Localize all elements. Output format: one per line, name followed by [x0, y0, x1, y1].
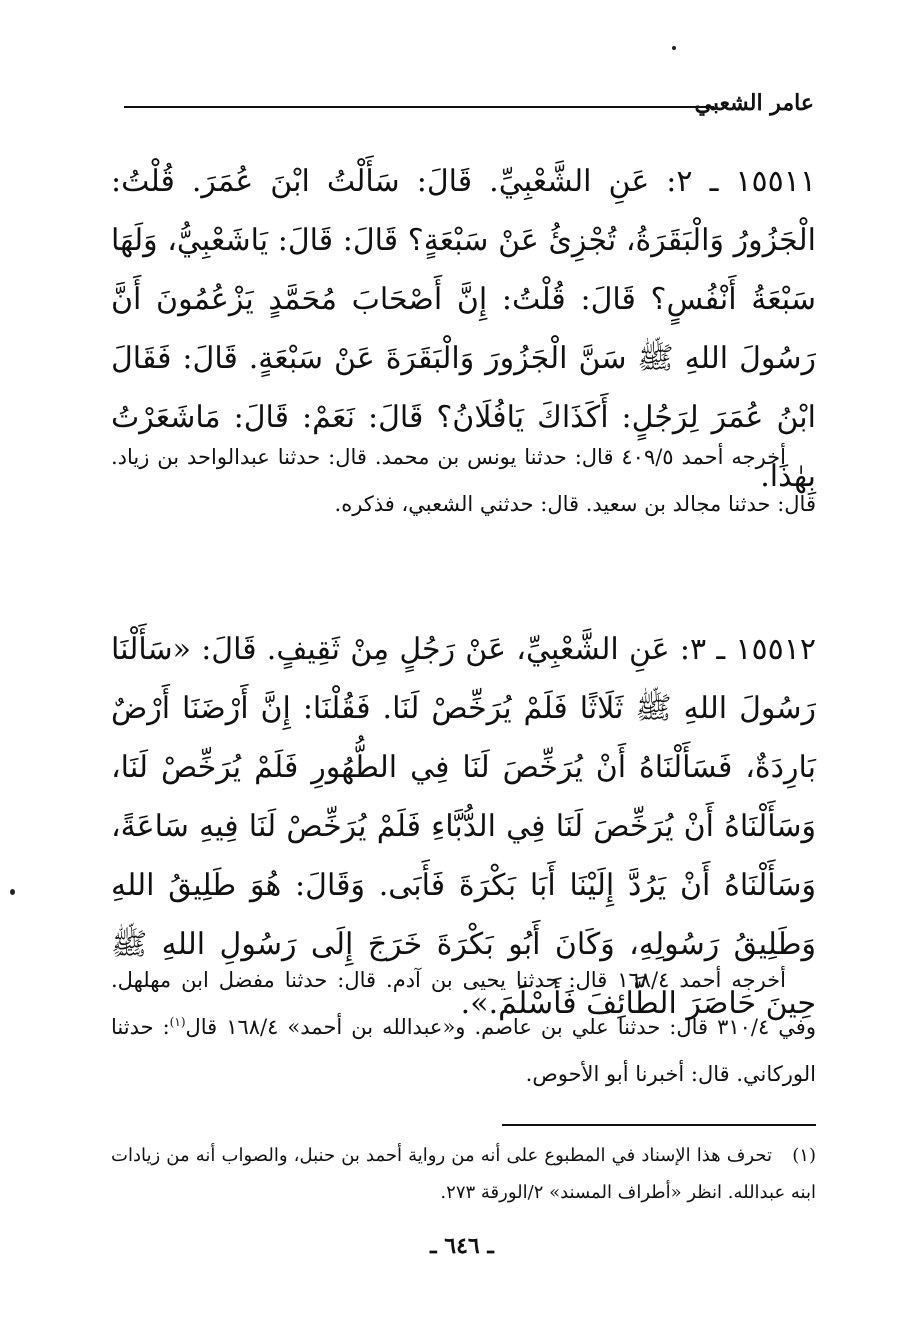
footnote-text: تحرف هذا الإسناد في المطبوع على أنه من رواية أحمد بن حنبل، والصواب أنه من زيادات ابنه عبدالله. انظر «أطراف المسند» ٢/الورقة ٢٧٣.	[111, 1145, 816, 1203]
takhrij-15512	[111, 957, 816, 1098]
scan-speck	[672, 46, 676, 50]
takhrij-text: أخرجه أحمد ٤٠٩/٥ قال: حدثنا يونس بن محمد. قال: حدثنا عبدالواحد بن زياد. قال: حدثنا مجالد بن سعيد. قال: حدثني الشعبي، فذكره.	[111, 445, 816, 516]
takhrij-text-before-ref: أخرجه أحمد ١٦٨/٤ قال: حدثنا يحيى بن آدم. قال: حدثنا مفضل ابن مهلهل. وفي ٣١٠/٤ قال: حدثنا علي بن عاصم. و«عبدالله بن أحمد» ١٦٨/٤ قال	[111, 968, 816, 1039]
takhrij-text-after-ref: : حدثنا الوركاني. قال: أخبرنا أبو الأحوص.	[111, 1015, 816, 1086]
footnote-marker: (١)	[792, 1145, 816, 1166]
footnote	[111, 1137, 816, 1211]
running-title: عامر الشعبي	[694, 90, 814, 116]
scan-speck	[10, 889, 15, 895]
footnote-reference[interactable]: (١)	[169, 1015, 186, 1029]
header-rule	[124, 106, 714, 108]
running-header	[124, 88, 814, 122]
footnote-separator	[502, 1124, 816, 1126]
page-number: ـ ٦٤٦ ـ	[430, 1233, 494, 1259]
hadith-text: ١٥٥١٢ ـ ٣: عَنِ الشَّعْبِيِّ، عَنْ رَجُلٍ مِنْ ثَقِيفٍ. قَالَ: «سَأَلْنَا رَسُولَ اللهِ ﷺ ثَلَاثًا فَلَمْ يُرَخِّصْ لَنَا. فَقُلْنَا: إِنَّ أَرْضَنَا أَرْضٌ بَارِدَةٌ، فَسَأَلْنَاهُ أَنْ يُرَخِّصَ لَنَا فِي الطُّهُورِ فَلَمْ يُرَخِّصْ لَنَا، وَسَأَلْنَاهُ أَنْ يُرَخِّصَ لَنَا فِي الدُّبَّاءِ فَلَمْ يُرَخِّصْ لَنَا فِيهِ سَاعَةً، وَسَأَلْنَاهُ أَنْ يَرُدَّ إِلَيْنَا أَبَا بَكْرَةَ فَأَبَى. وَقَالَ: هُوَ طَلِيقُ اللهِ وَطَلِيقُ رَسُولِهِ، وَكَانَ أَبُو بَكْرَةَ خَرَجَ إِلَى رَسُولِ اللهِ ﷺ حِينَ حَاصَرَ الطَّائِفَ فَأَسْلَمَ.».	[111, 632, 816, 1021]
takhrij-15511	[111, 434, 816, 528]
hadith-text: ١٥٥١١ ـ ٢: عَنِ الشَّعْبِيِّ. قَالَ: سَأَلْتُ ابْنَ عُمَرَ. قُلْتُ: الْجَزُورُ وَالْبَقَرَةُ، تُجْزِئُ عَنْ سَبْعَةٍ؟ قَالَ: قَالَ: يَاشَعْبِيُّ، وَلَهَا سَبْعَةُ أَنْفُسٍ؟ قَالَ: قُلْتُ: إِنَّ أَصْحَابَ مُحَمَّدٍ يَزْعُمُونَ أَنَّ رَسُولَ اللهِ ﷺ سَنَّ الْجَزُورَ وَالْبَقَرَةَ عَنْ سَبْعَةٍ. قَالَ: فَقَالَ ابْنُ عُمَرَ لِرَجُلٍ: أَكَذَاكَ يَافُلَانُ؟ قَالَ: نَعَمْ: قَالَ: مَاشَعَرْتُ بِهٰذَا.	[111, 164, 816, 494]
